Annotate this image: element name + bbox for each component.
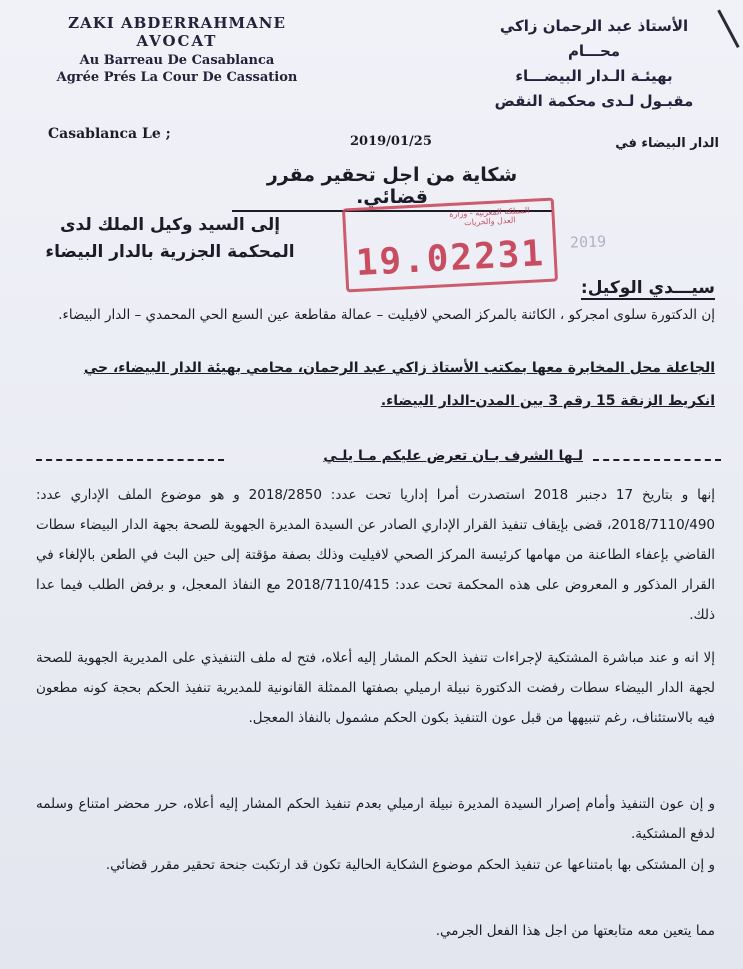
lawyer-title-latin: AVOCAT xyxy=(136,32,218,50)
cassation-arabic: مقبـول لـدى محكمة النقض xyxy=(494,92,694,110)
place-latin: Casablanca Le ; xyxy=(48,126,171,142)
cassation-latin: Agrée Prés La Cour De Cassation xyxy=(56,70,298,85)
place-date-row xyxy=(48,126,719,151)
paragraph-4: و إن المشتكى بها بامتناعها عن تنفيذ الحكم موضوع الشكاية الحالية تكون قد ارتكبت جنحة تحقير مقرر قضائي. xyxy=(105,857,715,873)
honor-text: لـها الشرف بـان تعرض عليكم مـا يلـي xyxy=(323,448,583,464)
place-arabic: الدار البيضاء في xyxy=(615,136,719,151)
letterhead-arabic xyxy=(469,14,719,114)
addressee-line-1: إلى السيد وكيل الملك لدى xyxy=(59,215,281,235)
domicile-paragraph: الجاعلة محل المخابرة معها بمكتب الأستاذ زاكي عبد الرحمان، محامي بهيئة الدار البيضاء، حي انكريط الزنقة 15 رقم 3 بين المدن-الدار البيضاء. xyxy=(83,360,715,409)
complainant-paragraph: إن الدكتورة سلوى امجركو ، الكائنة بالمركز الصحي لافيليت – عمالة مقاطعة عين السبع الحي المحمدي – الدار البيضاء. xyxy=(58,307,715,323)
letter-date: 2019/01/25 xyxy=(350,134,432,149)
bar-latin: Au Barreau De Casablanca xyxy=(79,53,275,68)
salutation: سيـــدي الوكيل: xyxy=(580,278,715,298)
honor-line xyxy=(36,446,721,476)
addressee-line-2: المحكمة الجزرية بالدار البيضاء xyxy=(45,242,295,262)
letterhead-latin xyxy=(42,14,312,85)
addressee xyxy=(40,212,300,266)
subject-heading: شكاية من اجل تحقير مقرر قضائي. xyxy=(232,164,552,212)
bar-arabic: بهيئـة الـدار البيضـــاء xyxy=(515,67,673,85)
stamp-number: 19.02231 xyxy=(354,233,547,284)
paragraph-3: و إن عون التنفيذ وأمام إصرار السيدة المديرة نبيلة ارميلي بعدم تنفيذ الحكم المشار إليه أعلاه، حرر محضر امتناع وسلمه لدفع المشتكية. xyxy=(36,796,715,842)
lawyer-name-arabic: الأستاذ عبد الرحمان زاكي xyxy=(499,17,689,35)
stamp-header: المملكة المغربية - وزارة العدل والحريات xyxy=(449,205,530,228)
paragraph-1: إنها و بتاريخ 17 دجنبر 2018 استصدرت أمرا إداريا تحت عدد: 2018/2850 و هو موضوع الملف الإداري عدد: 2018/7110/490، قضى بإيقاف تنفيذ القرار الإداري الصادر عن السيدة المديرة الجهوية للصحة بجهة الدار البيضاء سطات القاضي بإعفاء الطاعنة من مهامها كرئيسة المركز الصحي لافيليت وذلك بصفة مؤقتة إلى حين البث في الطعن بالإلغاء في القرار المذكور و المعروض على هذه المحكمة تحت عدد: 2018/7110/415 مع النفاذ المعجل، و برفض الطلب فيما عدا ذلك. xyxy=(36,487,715,623)
lawyer-name-latin: ZAKI ABDERRAHMANE xyxy=(68,14,286,32)
stamp-received-date: 2019 xyxy=(569,232,607,252)
dash-rule-left xyxy=(36,459,224,461)
lawyer-title-arabic: محـــام xyxy=(567,42,621,60)
dash-rule-right xyxy=(593,459,721,461)
paragraph-5: مما يتعين معه متابعتها من اجل هذا الفعل الجرمي. xyxy=(435,923,715,939)
reception-stamp xyxy=(342,198,558,293)
paragraph-2: إلا انه و عند مباشرة المشتكية لإجراءات تنفيذ الحكم المشار إليه أعلاه، فتح له ملف التنفيذي على المديرية الجهوية للصحة لجهة الدار البيضاء سطات رفضت الدكتورة نبيلة ارميلي بصفتها الممثلة القانونية للمديرية تنفيذ الحكم بحجة كونه مطعون فيه بالاستئناف، رغم تنبيهها من قبل عون التنفيذ بكون الحكم مشمول بالنفاذ المعجل. xyxy=(36,650,715,726)
